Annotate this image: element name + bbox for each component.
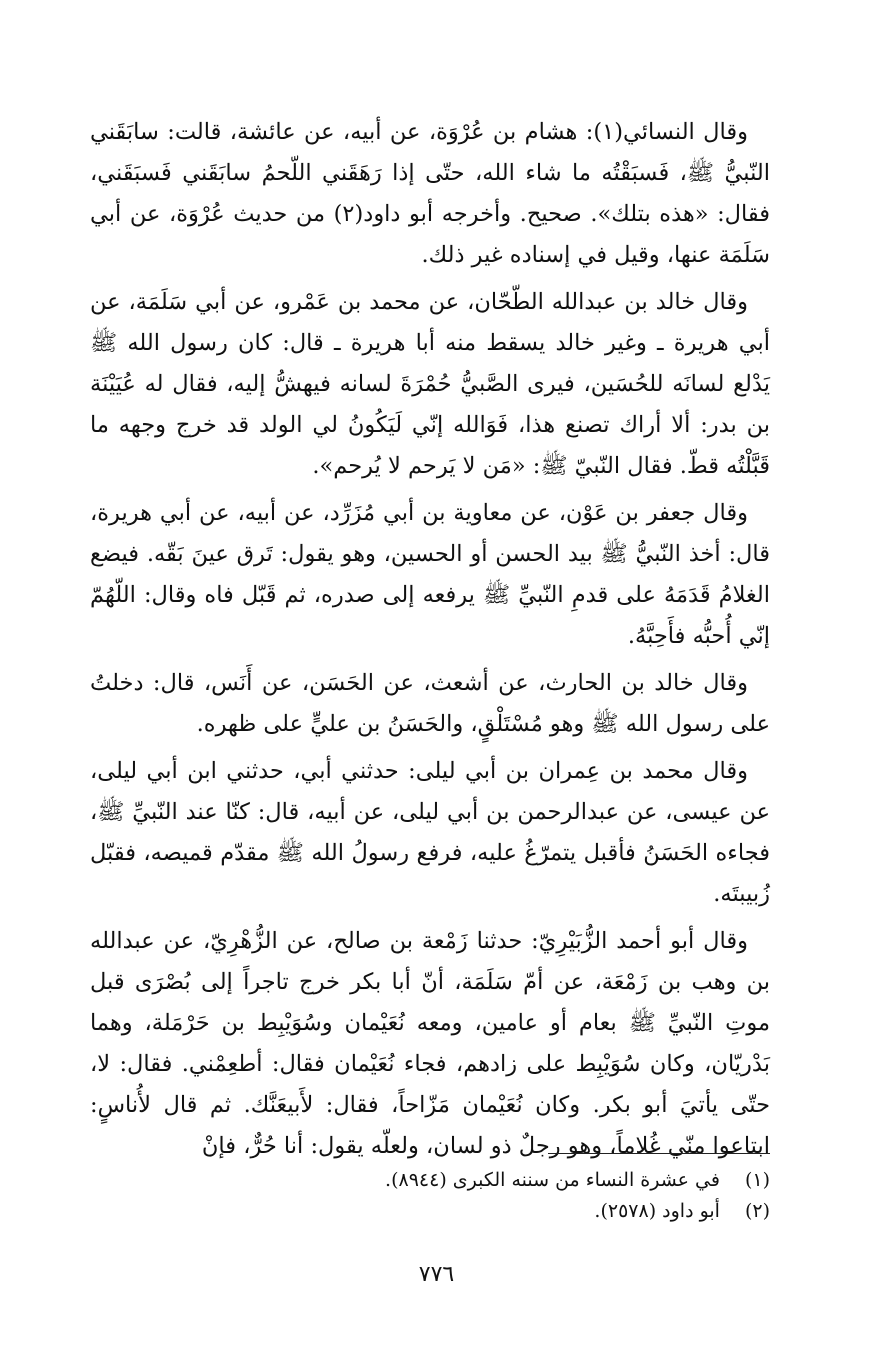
page-number: ٧٧٦: [418, 1262, 455, 1287]
paragraph-5: وقال محمد بن عِمران بن أبي ليلى: حدثني أبي، حدثني ابن أبي ليلى، عن عيسى، عن عبدالرحمن بن أبي ليلى، عن أبيه، قال: كنّا عند النّبيِّ ﷺ، فجاءه الحَسَنُ فأقبل يتمرّغُ عليه، فرفع رسولُ الله ﷺ مقدّم قميصه، فقبّل زُبيبتَه.: [90, 758, 770, 907]
footnote-text: أبو داود (٢٥٧٨).: [594, 1200, 720, 1222]
paragraph-4: وقال خالد بن الحارث، عن أشعث، عن الحَسَن، عن أَنَس، قال: دخلتُ على رسول الله ﷺ وهو مُسْتَلْقٍ، والحَسَنُ بن عليٍّ على ظهره.: [90, 670, 770, 737]
footnote-divider: [548, 1153, 770, 1154]
footnote-number: (٢): [744, 1200, 770, 1222]
paragraph-2: وقال خالد بن عبدالله الطّحّان، عن محمد بن عَمْرو، عن أبي سَلَمَة، عن أبي هريرة ـ وغير خالد يسقط منه أبا هريرة ـ قال: كان رسول الله ﷺ يَدْلع لسانَه للحُسَين، فيرى الصَّبيُّ حُمْرَةَ لسانه فيهشُّ إليه، فقال له عُيَيْنَة بن بدر: ألا أراك تصنع هذا، فَوَالله إنّي لَيَكُونُ لي الولد قد خرج وجهه ما قَبَّلْتُه قطّ. فقال النّبيّ ﷺ: «مَن لا يَرحم لا يُرحم».: [90, 289, 770, 479]
paragraph-6: وقال أبو أحمد الزُّبَيْرِيّ: حدثنا زَمْعة بن صالح، عن الزُّهْرِيّ، عن عبدالله بن وهب بن زَمْعَة، عن أمّ سَلَمَة، أنّ أبا بكر خرج تاجراً إلى بُصْرَى قبل موتِ النّبيِّ ﷺ بعام أو عامين، ومعه نُعَيْمان وسُوَيْبِط بن حَرْمَلة، وهما بَدْريّان، وكان سُوَيْبِط على زادهم، فجاء نُعَيْمان فقال: أطعِمْني. فقال: لا، حتّى يأتيَ أبو بكر. وكان نُعَيْمان مَزّاحاً، فقال: لأَبيعَنَّك. ثم قال لأُناسٍ: ابتاعوا منّي غُلاماً، وهو رجلٌ ذو لسان، ولعلّه يقول: أنا حُرٌّ، فإنْ: [90, 928, 770, 1159]
footnotes: [300, 1165, 770, 1227]
footnote-text: في عشرة النساء من سننه الكبرى (٨٩٤٤).: [385, 1169, 720, 1191]
footnote-1: [300, 1165, 770, 1196]
footnote-2: [300, 1196, 770, 1227]
paragraph-3: وقال جعفر بن عَوْن، عن معاوية بن أبي مُزَرِّد، عن أبيه، عن أبي هريرة، قال: أخذ النّبيُّ ﷺ بيد الحسن أو الحسين، وهو يقول: تَرق عينَ بَقّه. فيضع الغلامُ قَدَمَهُ على قدمِ النّبيِّ ﷺ يرفعه إلى صدره، ثم قَبّل فاه وقال: اللّهُمّ إنّي أُحبُّه فأَحِبَّهُ.: [90, 500, 770, 649]
paragraph-1: وقال النسائي(١): هشام بن عُرْوَة، عن أبيه، عن عائشة، قالت: سابَقَني النّبيُّ ﷺ، فَسبَقْتُه ما شاء الله، حتّى إذا رَهَقَني اللّحمُ سابَقَني فَسبَقَني، فقال: «هذه بتلك». صحيح. وأخرجه أبو داود(٢) من حديث عُرْوَة، عن أبي سَلَمَة عنها، وقيل في إسناده غير ذلك.: [90, 119, 770, 268]
footnote-number: (١): [744, 1169, 770, 1191]
main-text: [90, 112, 770, 1173]
